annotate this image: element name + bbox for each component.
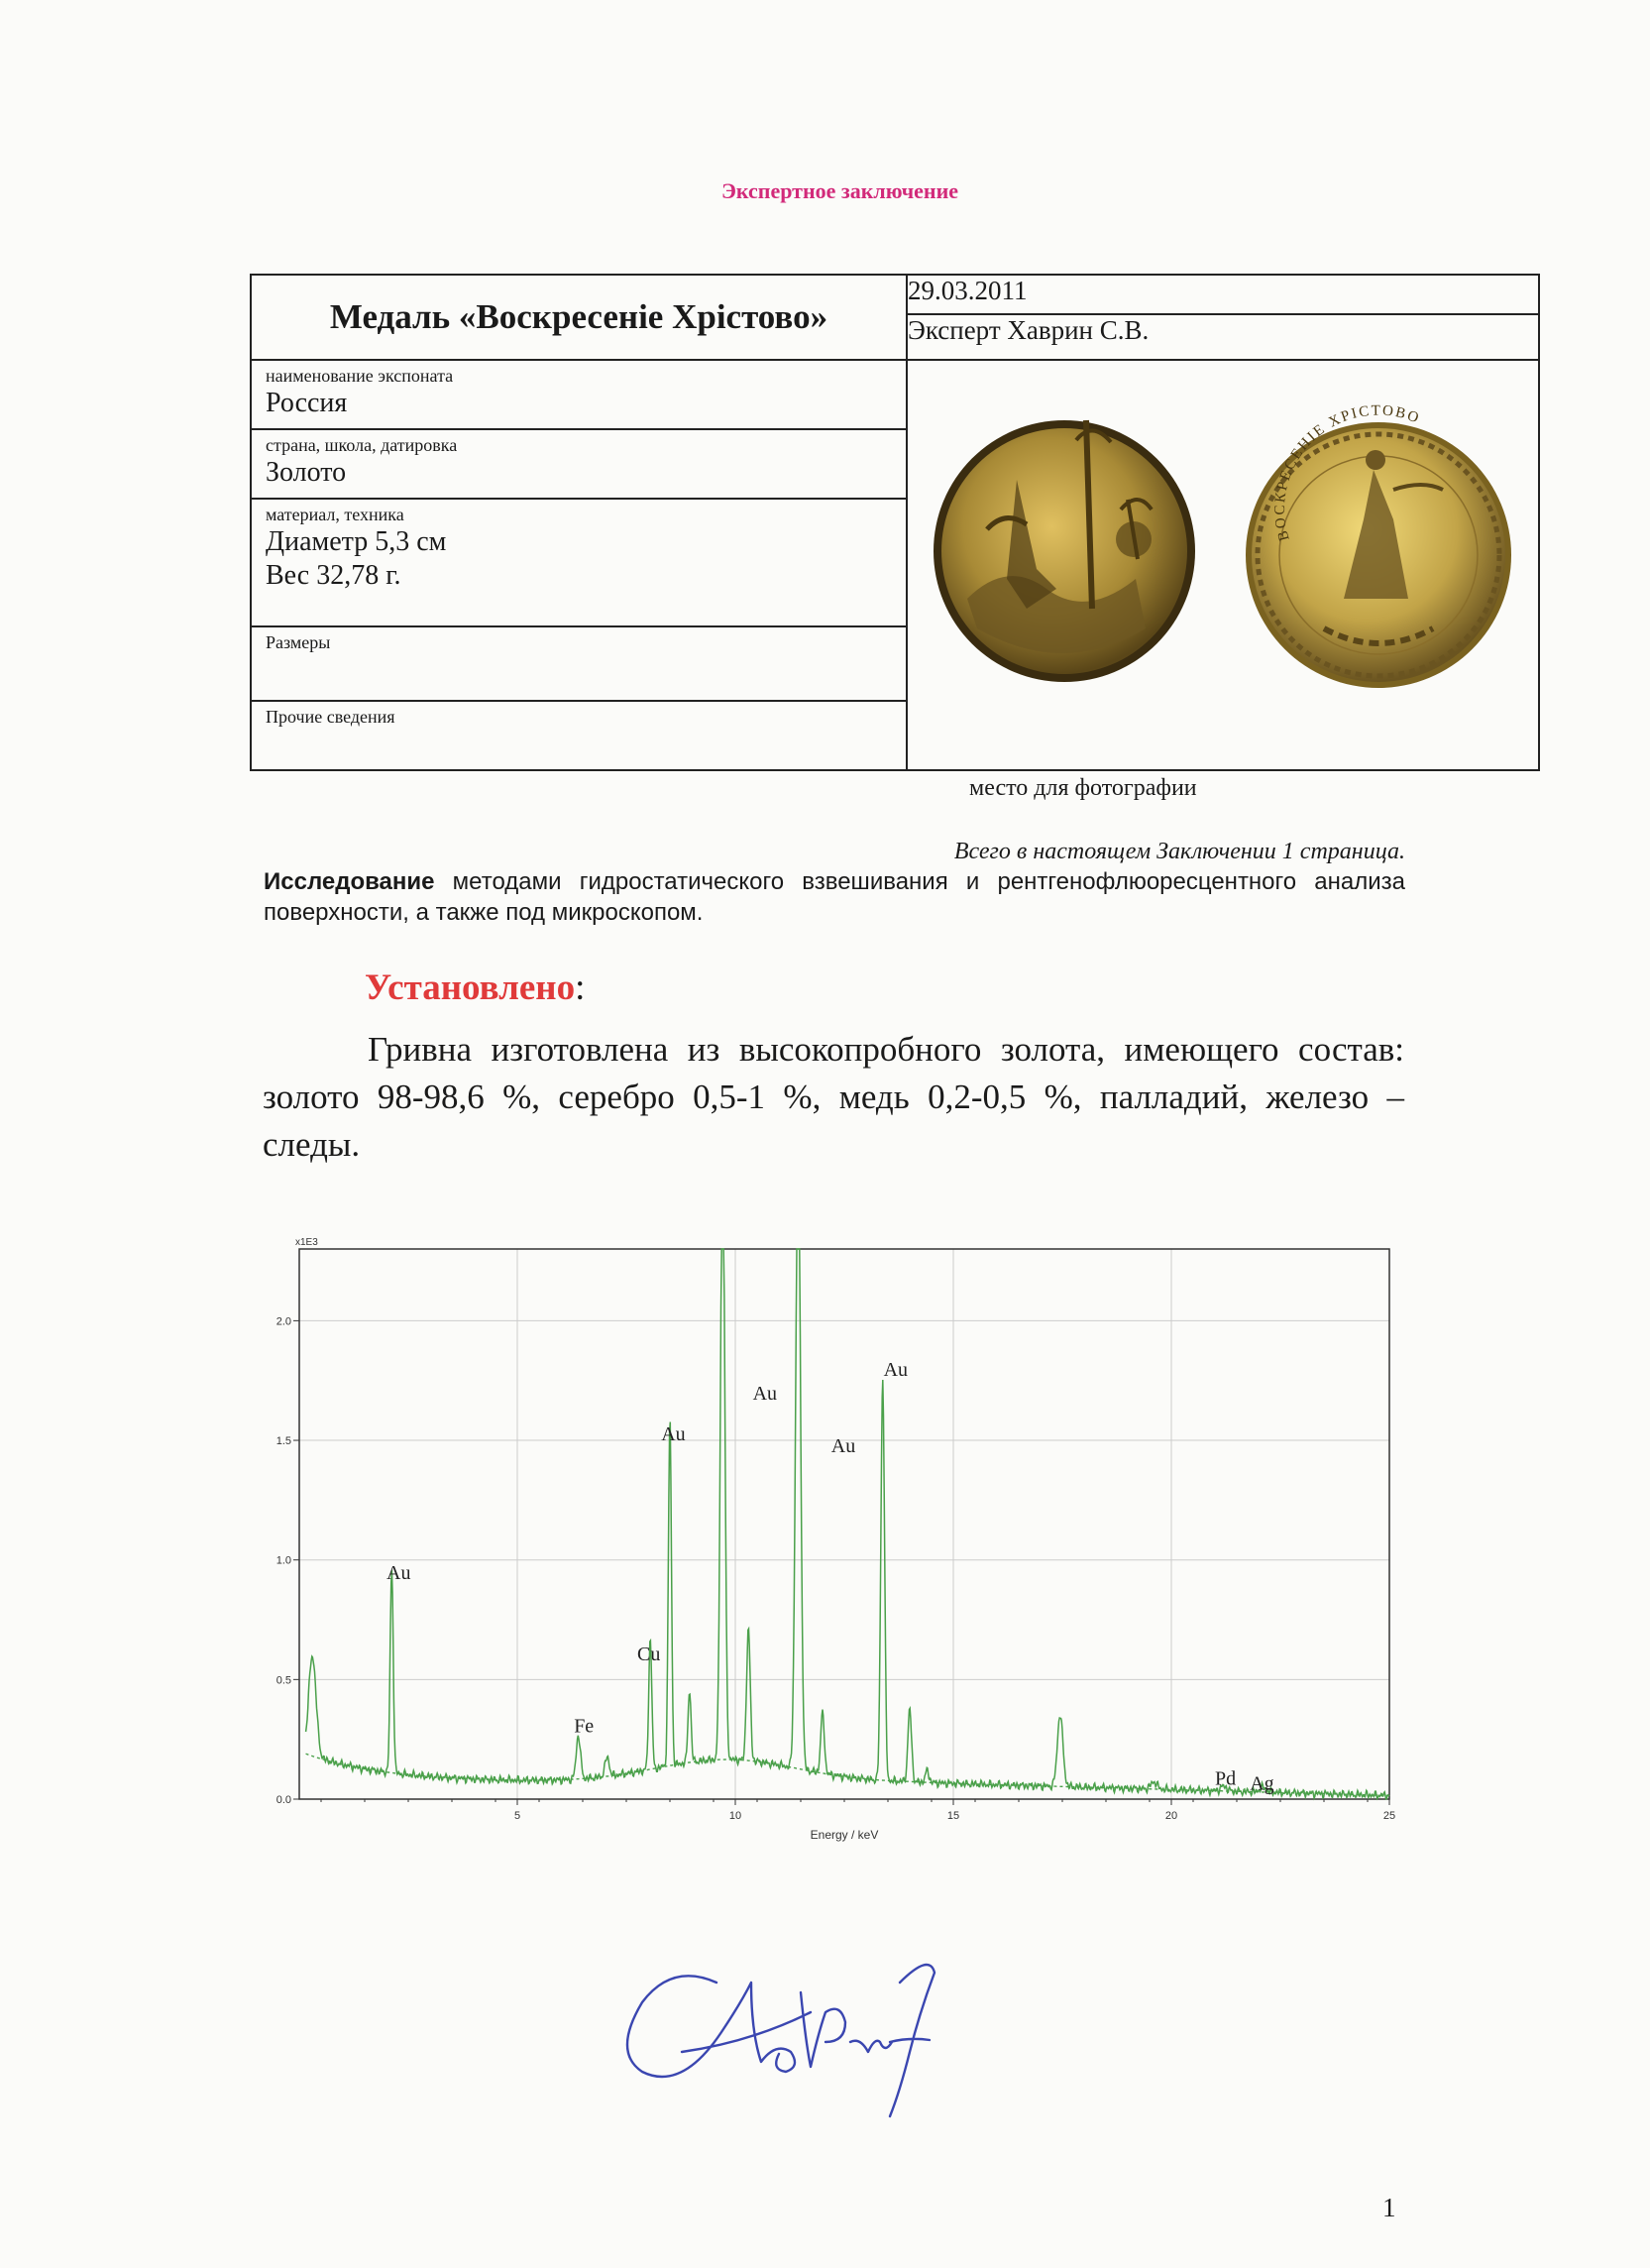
photo-area bbox=[907, 360, 1539, 770]
peak-label-ag: Ag bbox=[1250, 1772, 1274, 1795]
field-dimensions bbox=[251, 626, 907, 701]
finding-paragraph: Гривна изготовлена из высокопробного золота, имеющего состав: золото 98-98,6 %, серебро 0,5-1 %, медь 0,2-0,5 %, палладий, железо – следы. bbox=[263, 1030, 1404, 1164]
peak-label-pd: Pd bbox=[1215, 1767, 1237, 1790]
expert-field: Эксперт Хаврин С.В. bbox=[907, 314, 1539, 360]
y-tick-label: 1.0 bbox=[275, 1554, 291, 1567]
axis-ticks bbox=[276, 1315, 1395, 1822]
peak-label-cu: Cu bbox=[637, 1644, 661, 1666]
date-field: 29.03.2011 bbox=[907, 275, 1539, 314]
chart-grid bbox=[299, 1249, 1389, 1799]
research-bold: Исследование bbox=[264, 868, 435, 895]
field-label: материал, техника bbox=[266, 504, 404, 524]
established-label: Установлено bbox=[365, 967, 576, 1008]
peak-label-au: Au bbox=[883, 1358, 909, 1381]
field-value: Вес 32,78 г. bbox=[266, 559, 401, 591]
y-tick-label: 2.0 bbox=[275, 1315, 291, 1328]
field-material bbox=[251, 499, 907, 626]
plot-frame bbox=[299, 1249, 1389, 1799]
medal-obverse bbox=[934, 420, 1195, 682]
peak-label-au: Au bbox=[752, 1383, 778, 1406]
peak-label-au: Au bbox=[661, 1423, 686, 1446]
document-title: Экспертное заключение bbox=[720, 178, 959, 203]
peak-label-au: Au bbox=[830, 1435, 856, 1458]
research-paragraph bbox=[264, 866, 1405, 928]
exhibit-card bbox=[250, 274, 1540, 771]
y-scale-label: x1E3 bbox=[295, 1237, 318, 1248]
field-value: Золото bbox=[266, 456, 347, 488]
medal-photo bbox=[908, 361, 1538, 747]
y-tick-label: 0.5 bbox=[275, 1674, 291, 1687]
field-value: Россия bbox=[266, 387, 348, 418]
xrf-spectrum-chart bbox=[250, 1229, 1404, 1923]
photo-caption: место для фотографии bbox=[969, 775, 1197, 801]
x-tick-label: 5 bbox=[513, 1810, 521, 1822]
signature bbox=[603, 1943, 1019, 2131]
x-tick-label: 15 bbox=[946, 1810, 960, 1822]
y-tick-label: 0.0 bbox=[275, 1794, 291, 1806]
medal-legend: ВОСКРЕСЕНІЕ ХРІСТОВО bbox=[1271, 402, 1423, 542]
spectrum-line bbox=[306, 1249, 1389, 1799]
x-tick-label: 10 bbox=[728, 1810, 742, 1822]
research-text: методами гидростатического взвешивания и рентгенофлюоресцентного анализа поверхности, а также под микроскопом. bbox=[264, 868, 1405, 926]
field-label: Размеры bbox=[266, 632, 331, 653]
pages-note: Всего в настоящем Заключении 1 страница. bbox=[953, 839, 1405, 864]
x-tick-label: 20 bbox=[1164, 1810, 1178, 1822]
medal-reverse bbox=[1246, 402, 1511, 687]
established-colon: : bbox=[575, 967, 586, 1008]
field-country bbox=[251, 429, 907, 499]
x-axis-label: Energy / keV bbox=[810, 1828, 879, 1842]
spectrum-svg bbox=[250, 1229, 1404, 1923]
y-tick-label: 1.5 bbox=[275, 1435, 291, 1448]
field-other bbox=[251, 701, 907, 770]
established-heading bbox=[365, 966, 585, 1009]
peak-annotations bbox=[386, 1359, 1274, 1794]
field-value: Диаметр 5,3 см bbox=[266, 525, 447, 557]
field-label: Прочие сведения bbox=[266, 706, 395, 727]
peak-label-au: Au bbox=[386, 1562, 411, 1584]
field-label: страна, школа, датировка bbox=[266, 434, 458, 455]
exhibit-name: Медаль «Воскресеніе Хрістово» bbox=[251, 275, 907, 360]
page-number: 1 bbox=[1382, 2193, 1396, 2222]
field-label: наименование экспоната bbox=[266, 365, 454, 386]
peak-label-fe: Fe bbox=[574, 1715, 595, 1738]
field-exhibit-name bbox=[251, 360, 907, 429]
x-tick-label: 25 bbox=[1382, 1810, 1396, 1822]
